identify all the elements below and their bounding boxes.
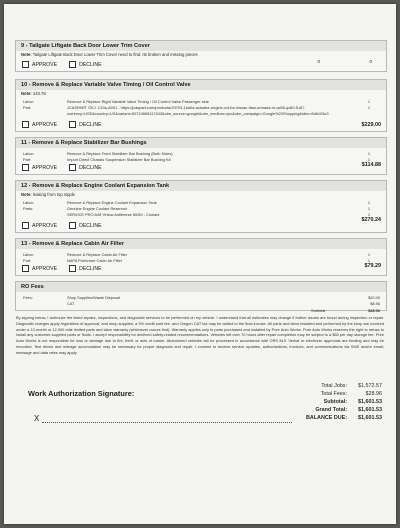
cat-label: CAT — [67, 301, 75, 306]
decline-label: DECLINE — [79, 265, 102, 272]
approve-label: APPROVE — [32, 61, 58, 68]
fees-label: Fees: — [23, 295, 33, 300]
fee-amount: $20.00 — [368, 295, 380, 300]
decline-label: DECLINE — [79, 61, 102, 68]
approve-checkbox[interactable] — [22, 121, 29, 128]
job-note — [16, 90, 386, 97]
approve-decline-group — [22, 61, 102, 68]
signature-line[interactable] — [42, 422, 292, 423]
line-item-description: SERVICE PRO A/M Yellow Antifreeze 50/50 - Coolant — [67, 212, 160, 217]
line-item-description: Import Direct Chassis Suspension Stabilizer Bar Bushing Kit — [67, 157, 171, 162]
decline-checkbox[interactable] — [69, 61, 76, 68]
approve-checkbox[interactable] — [22, 222, 29, 229]
decline-checkbox[interactable] — [69, 265, 76, 272]
fee-name: Shop Supplies/Waste Disposal — [67, 295, 121, 300]
approve-decline-group — [22, 164, 102, 171]
job-card-13 — [15, 238, 387, 276]
fee-row — [16, 301, 386, 307]
note-label: Note: — [21, 91, 32, 96]
approve-label: APPROVE — [32, 164, 58, 171]
subtotal-label: Subtotal — [311, 308, 326, 313]
decline-checkbox[interactable] — [69, 121, 76, 128]
line-item-description: JCASPART OKJ: C10s-A001 - https://jcaspart.com/products/23703-1ba0a-actuator-engine-vvt-for-nissan-titan-armada-m-qx56-qx80-5-6l? — [67, 105, 305, 110]
qty-value: 0 — [317, 59, 320, 64]
job-title: 10 - Remove & Replace Variable Valve Timing / Oil Control Valve — [16, 80, 386, 90]
line-item-qty: 1 — [367, 157, 370, 162]
job-note — [16, 51, 386, 58]
qty-value: 0 — [369, 59, 372, 64]
line-item — [16, 258, 386, 264]
line-item-type: Part: — [23, 157, 32, 162]
line-item-type: Labor: — [23, 99, 35, 104]
totals-value: $1,601.53 — [358, 407, 382, 413]
totals-label: Total Jobs: — [321, 383, 347, 389]
line-item-type: Part: — [23, 105, 32, 110]
line-item-qty: 1 — [367, 252, 370, 257]
job-card-12 — [15, 180, 387, 233]
job-total: $79.29 — [364, 263, 381, 269]
approve-checkbox[interactable] — [22, 265, 29, 272]
job-total: $229.00 — [361, 122, 381, 128]
line-item-qty: 1 — [367, 105, 370, 110]
line-item-qty: 1 — [367, 99, 370, 104]
decline-checkbox[interactable] — [69, 222, 76, 229]
ro-fees-card — [15, 281, 387, 311]
line-item-qty: 1 — [367, 206, 370, 211]
ro-fees-title: RO Fees — [16, 282, 386, 292]
totals-label: Subtotal: — [323, 399, 347, 405]
decline-label: DECLINE — [79, 164, 102, 171]
estimate-page — [4, 4, 396, 524]
line-item-type: Labor: — [23, 252, 35, 257]
totals-value: $1,601.53 — [358, 399, 382, 405]
note-text: leaking from top nipple — [32, 192, 76, 197]
totals-value: $28.96 — [365, 391, 382, 397]
authorization-terms: By signing below, I authorize the listed repairs, inspections, and diagnostic services to be performed on my vehicle. I understand that all estimates may change if further issues are found during inspection or repair. Diagnostic charges apply regardless of approval, and shop supplies, a 3% credit card fee, and Oregon CAT tax may be added to the final invoice. All parts and labor installed and performed by the shop are covered under a 12-month or 12,000-mile limited parts and labor warranty (whichever occurs first). Warranty applies only to parts purchased and installed by Pure Auto Works. Pure Auto Works reserves the right to refuse to install any customer-supplied parts or fluids. I accept responsibility for declined safety-related recommendations. Vehicles left over 72 hours after repair completion may be subject to a $50 per day storage fee. Pure Auto Works is not responsible for loss or damage due to fire, theft, or acts of nature. Abandoned vehicles will be processed in accordance with ORS 819. Verbal or electronic approvals are binding and may be recorded. Test drives and mileage accumulation may be necessary for proper diagnosis and repair. I consent to receive service updates, authorizations, invoices, and communications via SMS and/or email; message and data rates may apply. — [16, 315, 384, 355]
line-item-description: Remove & Replace Front Stabilizer Bar Bushing (Both Sides) — [67, 151, 173, 156]
line-item-description: Genuine Engine Coolant Reservoir — [67, 206, 128, 211]
line-item-qty: 1 — [367, 151, 370, 156]
job-total: $270.24 — [361, 217, 381, 223]
line-item-description: NAPA Proformer Cabin Air Filter — [67, 258, 123, 263]
work-authorization-title: Work Authorization Signature: — [28, 389, 135, 398]
grand-total-row — [272, 406, 382, 414]
totals-summary — [272, 382, 382, 422]
totals-label: Total Fees: — [320, 391, 347, 397]
totals-value: $1,601.53 — [358, 415, 382, 421]
job-title: 12 - Remove & Replace Engine Coolant Expansion Tank — [16, 181, 386, 191]
line-item-description: currency=USD&country=US&variant=50710865117433&utm_source=google&utm_medium=cpc&utm_campaign=Google%20Shopping&stkn=8db103c9 — [67, 111, 329, 116]
line-item-description: Remove & Replace Cabin Air Filter — [67, 252, 128, 257]
approve-label: APPROVE — [32, 265, 58, 272]
approve-decline-group — [22, 222, 102, 229]
approve-decline-group — [22, 121, 102, 128]
note-label: Note: — [21, 192, 32, 197]
decline-checkbox[interactable] — [69, 164, 76, 171]
line-item-type: Labor: — [23, 200, 35, 205]
totals-label: BALANCE DUE: — [305, 415, 347, 421]
line-item-qty: 1 — [367, 212, 370, 217]
subtotal-amount: $28.96 — [368, 308, 380, 313]
job-title: 11 - Remove & Replace Stabilizer Bar Bushings — [16, 138, 386, 148]
line-item-type: Labor: — [23, 151, 35, 156]
job-title: 13 - Remove & Replace Cabin Air Filter — [16, 239, 386, 249]
total-jobs-row — [272, 382, 382, 390]
signature-x-mark: X — [34, 414, 40, 423]
totals-value: $1,572.57 — [358, 383, 382, 389]
note-text: 143.78 — [32, 91, 46, 96]
job-card-11 — [15, 137, 387, 175]
line-item — [16, 212, 386, 218]
line-item-type: Parts: — [23, 206, 34, 211]
job-total: $114.88 — [361, 162, 381, 168]
total-fees-row — [272, 390, 382, 398]
line-item-qty: 1 — [367, 258, 370, 263]
approve-decline-group — [22, 265, 102, 272]
job-title: 9 - Tailgate Liftgate Back Door Lower Trim Cover — [16, 41, 386, 51]
line-item-description: Remove & Replace Engine Coolant Expansion Tank — [67, 200, 157, 205]
fee-subtotal-row — [16, 308, 386, 314]
line-item-description: Remove & Replace Right Variable Valve Timing / Oil Control Valve Passenger side — [67, 99, 209, 104]
totals-label: Grand Total: — [315, 407, 347, 413]
decline-label: DECLINE — [79, 121, 102, 128]
line-item — [16, 157, 386, 163]
note-text: Tailgate Liftgate Back Door Lower Trim Cover need to find. Its broken and missing pieces — [32, 52, 198, 57]
approve-label: APPROVE — [32, 222, 58, 229]
line-item-type: Part: — [23, 258, 32, 263]
decline-label: DECLINE — [79, 222, 102, 229]
approve-checkbox[interactable] — [22, 164, 29, 171]
subtotal-row — [272, 398, 382, 406]
job-card-9 — [15, 40, 387, 72]
job-card-10 — [15, 79, 387, 132]
job-note — [16, 191, 386, 198]
approve-checkbox[interactable] — [22, 61, 29, 68]
approve-label: APPROVE — [32, 121, 58, 128]
note-label: Note: — [21, 52, 32, 57]
line-item-qty: 1 — [367, 200, 370, 205]
cat-amount: $8.96 — [370, 301, 380, 306]
balance-due-row — [272, 414, 382, 422]
line-item — [16, 111, 386, 117]
